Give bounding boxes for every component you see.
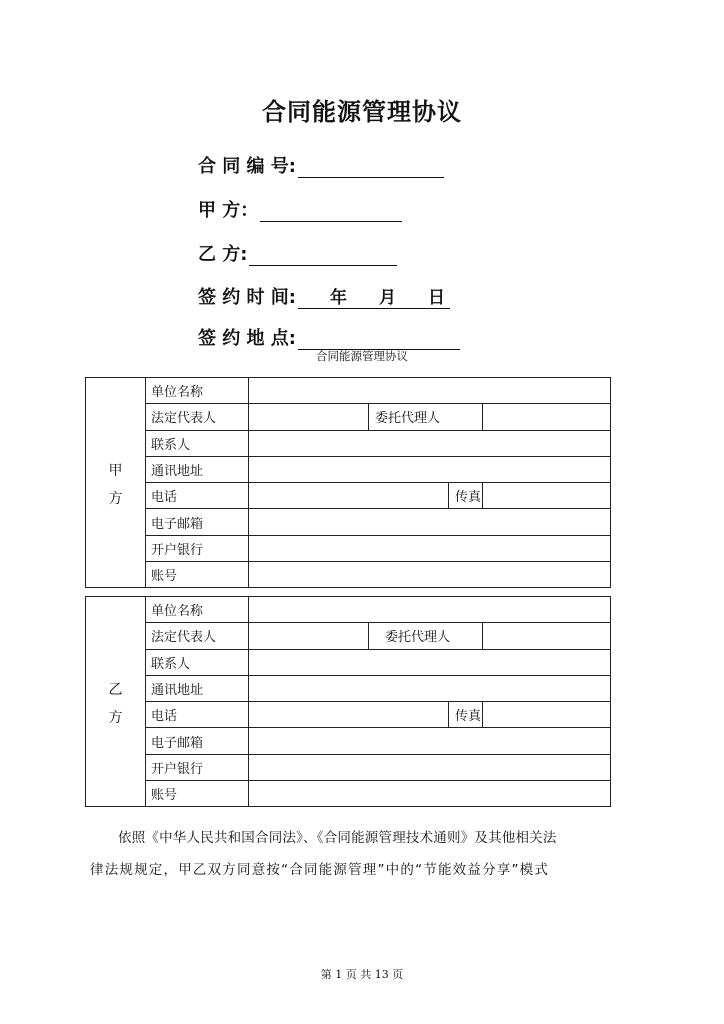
sign-time-label: 签 约 时 间: [198, 287, 296, 308]
email-field[interactable] [249, 728, 611, 754]
agent-field[interactable] [483, 404, 611, 430]
table-row [86, 535, 611, 561]
legal-rep-field[interactable] [249, 623, 369, 649]
legal-rep-label: 法定代表人 [146, 623, 249, 649]
account-field[interactable] [249, 562, 611, 588]
sign-date-blank [298, 282, 450, 309]
party-b-side-label: 乙 方 [86, 597, 146, 807]
phone-label: 电话 [146, 483, 249, 509]
contact-label: 联系人 [146, 430, 249, 456]
body-paragraph-line-2: 律法规规定，甲乙双方同意按“合同能源管理”中的“节能效益分享”模式 [90, 862, 550, 878]
phone-label: 电话 [146, 702, 249, 728]
table-row [86, 562, 611, 588]
bank-field[interactable] [249, 535, 611, 561]
bank-field[interactable] [249, 754, 611, 780]
fax-field[interactable] [483, 483, 611, 509]
table-row [86, 754, 611, 780]
address-field[interactable] [249, 675, 611, 701]
contract-number-label: 合 同 编 号: [198, 156, 296, 177]
body-paragraph-line-1: 依照《中华人民共和国合同法》、《合同能源管理技术通则》及其他相关法 [118, 830, 557, 846]
legal-rep-field[interactable] [249, 404, 369, 430]
contact-field[interactable] [249, 649, 611, 675]
party-a-blank [260, 199, 402, 222]
unit-name-field[interactable] [249, 597, 611, 623]
email-label: 电子邮箱 [146, 509, 249, 535]
contact-field[interactable] [249, 430, 611, 456]
table-row [86, 378, 611, 404]
fax-label: 传真 [449, 483, 483, 509]
sign-place-blank [298, 327, 460, 350]
party-a-label: 甲 方： [198, 200, 259, 221]
unit-name-label: 单位名称 [146, 597, 249, 623]
contract-number-row [198, 150, 444, 178]
unit-name-field[interactable] [249, 378, 611, 404]
agent-field[interactable] [483, 623, 611, 649]
table-row [86, 781, 611, 807]
email-label: 电子邮箱 [146, 728, 249, 754]
table-row [86, 430, 611, 456]
table-row [86, 728, 611, 754]
party-b-table [85, 596, 611, 807]
party-b-row [198, 238, 397, 266]
party-b-blank [249, 243, 397, 266]
document-title: 合同能源管理协议 [262, 98, 462, 126]
address-label: 通讯地址 [146, 675, 249, 701]
day-label: 日 [428, 288, 445, 308]
address-field[interactable] [249, 456, 611, 482]
address-label: 通讯地址 [146, 456, 249, 482]
party-a-row [198, 194, 402, 222]
phone-field[interactable] [249, 702, 449, 728]
sign-place-label: 签 约 地 点: [198, 328, 296, 349]
year-label: 年 [330, 288, 347, 308]
contact-label: 联系人 [146, 649, 249, 675]
table-row [86, 597, 611, 623]
bank-label: 开户银行 [146, 535, 249, 561]
agent-label: 委托代理人 [369, 623, 483, 649]
legal-rep-label: 法定代表人 [146, 404, 249, 430]
table-row [86, 404, 611, 430]
sign-place-row [198, 322, 460, 350]
phone-field[interactable] [249, 483, 449, 509]
table-row [86, 456, 611, 482]
table-row [86, 649, 611, 675]
table-row [86, 623, 611, 649]
month-label: 月 [379, 288, 396, 308]
table-row [86, 675, 611, 701]
bank-label: 开户银行 [146, 754, 249, 780]
table-row [86, 509, 611, 535]
fax-field[interactable] [483, 702, 611, 728]
table-caption: 合同能源管理协议 [316, 349, 408, 363]
account-field[interactable] [249, 781, 611, 807]
unit-name-label: 单位名称 [146, 378, 249, 404]
account-label: 账号 [146, 562, 249, 588]
contract-number-blank [298, 155, 444, 178]
party-b-label: 乙 方: [198, 244, 248, 265]
page-footer: 第 1 页 共 13 页 [320, 968, 404, 981]
email-field[interactable] [249, 509, 611, 535]
party-a-side-label: 甲 方 [86, 378, 146, 588]
table-row [86, 483, 611, 509]
party-a-table [85, 377, 611, 588]
fax-label: 传真 [449, 702, 483, 728]
table-row [86, 702, 611, 728]
sign-time-row [198, 281, 450, 309]
account-label: 账号 [146, 781, 249, 807]
agent-label: 委托代理人 [369, 404, 483, 430]
